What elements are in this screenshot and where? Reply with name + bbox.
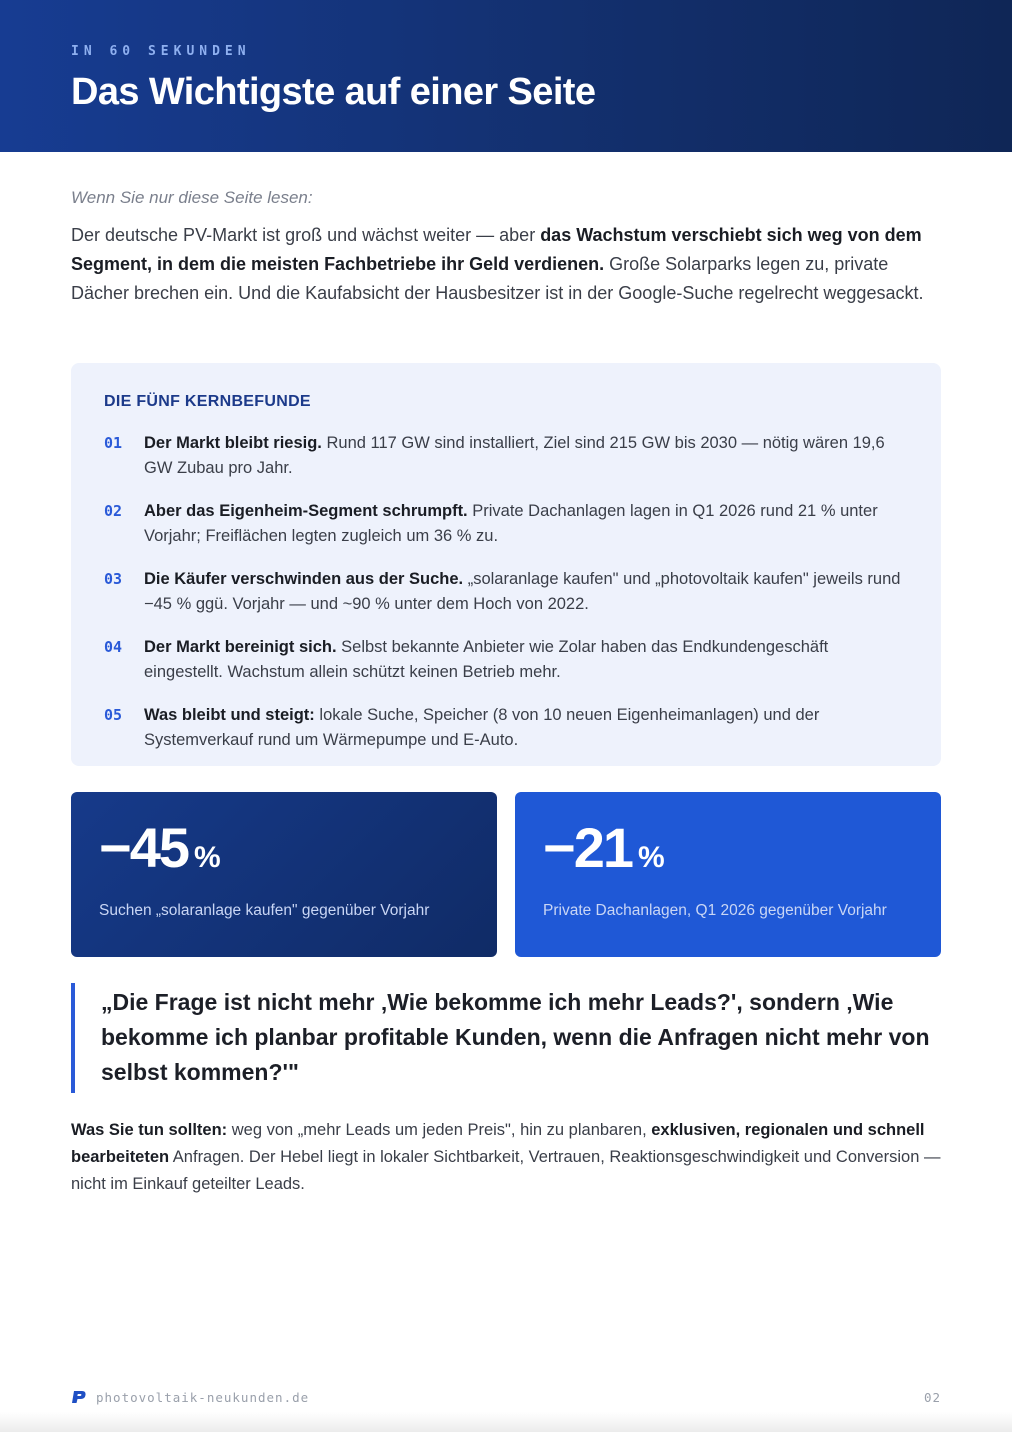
finding-lead: Was bleibt und steigt: [144,706,315,724]
page-header [0,0,1012,152]
intro-paragraph [71,221,941,308]
action-recommendation [71,1117,941,1198]
eyebrow-label: IN 60 SEKUNDEN [71,44,251,59]
action-text-part: Anfragen. Der Hebel liegt in lokaler Sichtbarkeit, Vertrauen, Reaktionsgeschwindigkeit und Conversion — nicht im Einkauf geteilter Leads. [71,1148,941,1193]
finding-number: 04 [104,638,123,656]
brand-p-logo-icon [71,1389,87,1405]
stat-caption: Private Dachanlagen, Q1 2026 gegenüber Vorjahr [543,902,887,919]
finding-number: 05 [104,706,123,724]
stat-number: −45 [99,816,188,879]
finding-lead: Der Markt bereinigt sich. [144,638,337,656]
finding-number: 03 [104,570,123,588]
stat-unit: % [194,841,221,874]
finding-text: lokale Suche, Speicher (8 von 10 neuen Eigenheimanlagen) und der Systemverkauf rund um Wärmepumpe und E-Auto. [144,706,820,749]
stat-unit: % [638,841,665,874]
pull-quote: „Die Frage ist nicht mehr ‚Wie bekomme ich mehr Leads?', sondern ‚Wie bekomme ich planbar profitable Kunden, wenn die Anfragen nicht mehr von selbst kommen?'" [71,983,941,1093]
intro-text-part: Der deutsche PV-Markt ist groß und wächst weiter — aber [71,225,541,245]
stat-card-search-decline [71,792,497,957]
action-text-part: weg von „mehr Leads um jeden Preis", hin zu planbaren, [227,1121,652,1139]
finding-number: 01 [104,434,123,452]
finding-number: 02 [104,502,123,520]
key-findings-box [71,363,941,766]
stat-card-rooftop-decline [515,792,941,957]
finding-item [104,635,908,685]
intro-label: Wenn Sie nur diese Seite lesen: [71,188,313,207]
finding-item [104,703,908,753]
footer-url: photovoltaik-neukunden.de [96,1389,310,1405]
action-lead: Was Sie tun sollten: [71,1121,228,1139]
intro-text-part: Große Solarparks legen zu, private Dächer brechen ein. Und die Kaufabsicht der Hausbesitzer ist in der Google-Suche regelrecht weggesackt. [71,254,924,303]
stat-value [99,818,469,888]
finding-text: Private Dachanlagen lagen in Q1 2026 rund 21 % unter Vorjahr; Freiflächen legten zugleich um 36 % zu. [144,502,878,545]
intro-text-emphasis: das Wachstum verschiebt sich weg von dem Segment, in dem die meisten Fachbetriebe ihr Geld verdienen. [71,225,922,274]
finding-lead: Der Markt bleibt riesig. [144,434,322,452]
finding-item [104,431,908,481]
stat-caption: Suchen „solaranlage kaufen" gegenüber Vorjahr [99,902,430,919]
action-emphasis: exklusiven, regionalen und schnell bearbeiteten [71,1121,925,1166]
finding-lead: Die Käufer verschwinden aus der Suche. [144,570,464,588]
page-edge-shadow [0,1412,1012,1432]
page-title: Das Wichtigste auf einer Seite [71,71,596,113]
finding-text: „solaranlage kaufen" und „photovoltaik kaufen" jeweils rund −45 % ggü. Vorjahr — und ~90 % unter dem Hoch von 2022. [144,570,901,613]
finding-text: Selbst bekannte Anbieter wie Zolar haben das Endkundengeschäft eingestellt. Wachstum allein schützt keinen Betrieb mehr. [144,638,829,681]
page-number: 02 [923,1389,941,1405]
footer-brand [71,1389,309,1405]
finding-lead: Aber das Eigenheim-Segment schrumpft. [144,502,468,520]
stat-value [543,818,913,888]
stat-number: −21 [543,816,632,879]
findings-title: DIE FÜNF KERNBEFUNDE [104,393,311,410]
finding-text: Rund 117 GW sind installiert, Ziel sind 215 GW bis 2030 — nötig wären 19,6 GW Zubau pro Jahr. [144,434,885,477]
page-footer [71,1387,941,1407]
finding-item [104,567,908,617]
finding-item [104,499,908,549]
